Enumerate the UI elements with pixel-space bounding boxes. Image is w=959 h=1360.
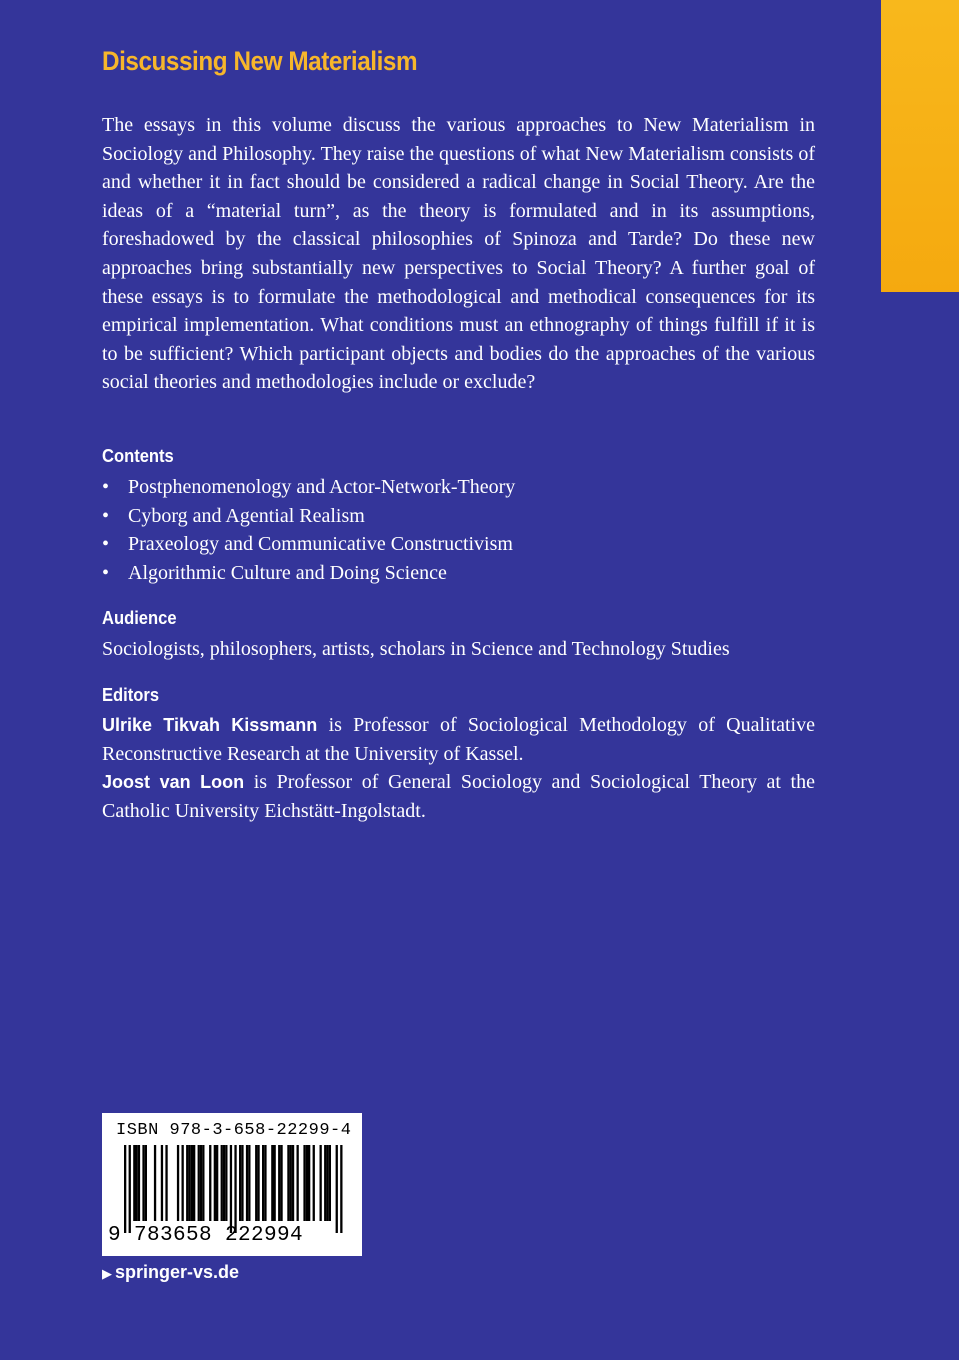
barcode-bars xyxy=(112,1145,352,1233)
barcode-bar xyxy=(255,1145,257,1221)
barcode-bar xyxy=(262,1145,264,1221)
barcode-bar xyxy=(193,1145,195,1221)
audience-text: Sociologists, philosophers, artists, scholars in Science and Technology Studies xyxy=(102,638,730,660)
bullet-icon: • xyxy=(102,476,110,498)
barcode-bar xyxy=(214,1145,216,1221)
list-item: • Cyborg and Agential Realism xyxy=(102,502,815,531)
contents-list xyxy=(102,473,815,587)
list-item: • Praxeology and Communicative Constructivism xyxy=(102,530,815,559)
accent-stripe xyxy=(881,0,959,292)
barcode-bar xyxy=(145,1145,147,1221)
barcode-bar xyxy=(264,1145,266,1221)
barcode-bar xyxy=(292,1145,294,1221)
barcode-bar xyxy=(278,1145,280,1221)
barcode-bar xyxy=(191,1145,193,1221)
barcode-bar xyxy=(241,1145,243,1221)
editors-section xyxy=(102,711,815,825)
barcode-bar xyxy=(209,1145,211,1221)
barcode-bar xyxy=(248,1145,250,1221)
barcode-bar xyxy=(223,1145,225,1221)
barcode-bar xyxy=(161,1145,163,1221)
audience-heading: Audience xyxy=(102,608,177,628)
publisher-link[interactable] xyxy=(102,1262,239,1283)
editor-name: Joost van Loon xyxy=(102,772,245,792)
editor-bio: is Professor of Sociological Methodology of Qualitative Reconstructive Research at the University of Kassel. xyxy=(102,714,815,765)
barcode-bar xyxy=(290,1145,292,1221)
contents-heading: Contents xyxy=(102,446,174,466)
editor-bio: is Professor of General Sociology and Sociological Theory at the Catholic University Eichstätt-Ingolstadt. xyxy=(102,771,815,822)
barcode-bar xyxy=(216,1145,218,1221)
barcode-bar xyxy=(202,1145,204,1221)
barcode-bar xyxy=(274,1145,276,1221)
barcode-bar xyxy=(165,1145,167,1221)
barcode-bar xyxy=(177,1145,179,1221)
barcode-bar xyxy=(138,1145,140,1221)
list-item: • Postphenomenology and Actor-Network-Theory xyxy=(102,473,815,502)
barcode-bar xyxy=(200,1145,202,1221)
bullet-icon: • xyxy=(102,533,110,555)
list-item: • Algorithmic Culture and Doing Science xyxy=(102,559,815,588)
book-title: Discussing New Materialism xyxy=(102,46,418,76)
barcode-bar xyxy=(154,1145,156,1221)
isbn-label: ISBN 978-3-658-22299-4 xyxy=(116,1121,352,1140)
bullet-icon: • xyxy=(102,504,110,527)
barcode-bar xyxy=(225,1145,227,1221)
barcode-bar xyxy=(324,1145,326,1221)
barcode-bar xyxy=(129,1145,131,1233)
barcode-bar xyxy=(133,1145,135,1221)
editor-entry xyxy=(102,768,815,825)
barcode-bar xyxy=(186,1145,188,1221)
editor-name: Ulrike Tikvah Kissmann xyxy=(102,715,318,735)
barcode-bar xyxy=(271,1145,273,1221)
barcode-bar xyxy=(142,1145,144,1221)
barcode-bar xyxy=(124,1145,126,1233)
play-triangle-icon: ▶ xyxy=(102,1266,112,1281)
publisher-url: springer-vs.de xyxy=(115,1262,240,1282)
bullet-icon: • xyxy=(102,561,110,584)
barcode-bar xyxy=(182,1145,184,1221)
barcode-bar xyxy=(239,1145,241,1221)
barcode-bar xyxy=(306,1145,308,1221)
barcode-bar xyxy=(221,1145,223,1221)
barcode-bar xyxy=(336,1145,338,1233)
barcode-bar xyxy=(287,1145,289,1221)
barcode-bar xyxy=(329,1145,331,1221)
barcode-bar xyxy=(257,1145,259,1221)
barcode-bar xyxy=(340,1145,342,1233)
editors-heading: Editors xyxy=(102,685,160,705)
barcode-bar xyxy=(303,1145,305,1221)
barcode-bar xyxy=(198,1145,200,1221)
ean-digits: 9 783658 222994 xyxy=(108,1224,304,1247)
barcode-bar xyxy=(313,1145,315,1221)
barcode-bar xyxy=(297,1145,299,1221)
barcode-bar xyxy=(308,1145,310,1221)
editor-entry xyxy=(102,711,815,768)
isbn-barcode xyxy=(102,1113,362,1256)
barcode-bar xyxy=(246,1145,248,1221)
barcode-bar xyxy=(136,1145,138,1221)
barcode-bar xyxy=(234,1145,236,1233)
barcode-bar xyxy=(280,1145,282,1221)
barcode-bar xyxy=(320,1145,322,1221)
barcode-bar xyxy=(230,1145,232,1233)
description-paragraph: The essays in this volume discuss the various approaches to New Materialism in Sociology and Philosophy. They raise the questions of what New Materialism consists of and whether it in fact should be considered a radical change in Social Theory. Are the ideas of a “material turn”, as the theory is formulated and in its assumptions, foreshadowed by the classical philosophies of Spinoza and Tarde? Do these new approaches bring substantially new perspectives to Social Theory? A further goal of these essays is to formulate the methodological and methodical consequences for its empirical implementation. What conditions must an ethnography of things fulfill if it is to be sufficient? Which participant objects and bodies do the approaches of the various social theories and methodologies include or exclude? xyxy=(102,114,815,394)
barcode-bar xyxy=(326,1145,328,1221)
barcode-bar xyxy=(188,1145,190,1221)
